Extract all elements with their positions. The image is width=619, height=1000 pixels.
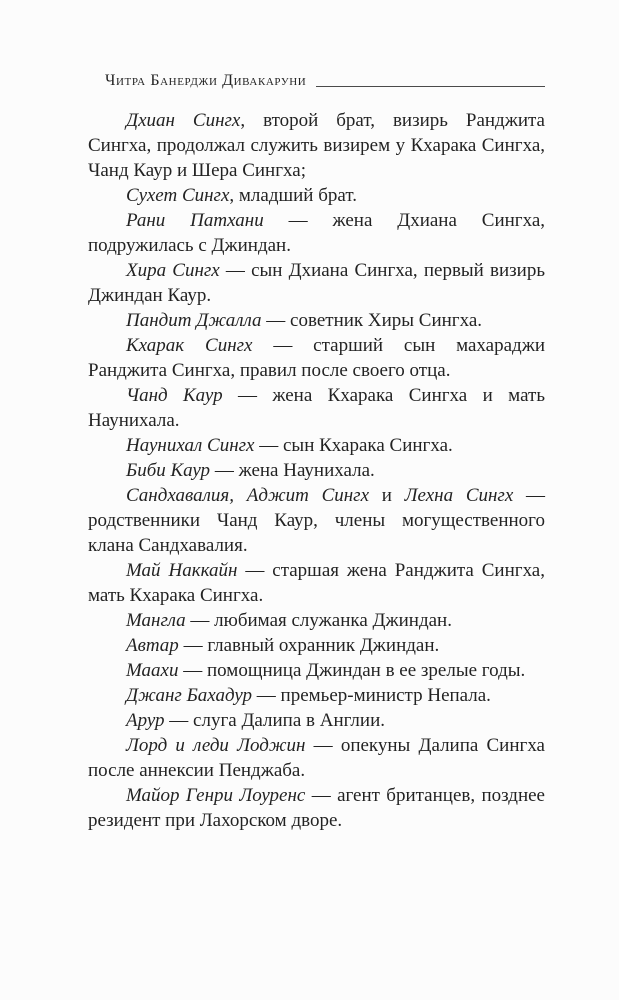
character-entry — [88, 658, 545, 683]
character-entry — [88, 108, 545, 183]
character-description: , младший брат. — [229, 185, 357, 206]
character-name: Биби Каур — [126, 460, 211, 481]
character-name: Арур — [126, 710, 165, 731]
character-list — [88, 108, 545, 833]
character-entry — [88, 433, 545, 458]
character-entry — [88, 458, 545, 483]
character-entry — [88, 783, 545, 833]
character-name: Мангла — [126, 610, 186, 631]
character-name: Лорд и леди Лоджин — [126, 735, 306, 756]
character-name: Сандхавалия, Аджит Сингх — [126, 485, 370, 506]
character-description: и — [369, 485, 405, 506]
character-description: — слуга Далипа в Англии. — [164, 710, 386, 731]
character-name: Чанд Каур — [126, 385, 223, 406]
character-entry — [88, 258, 545, 308]
character-entry — [88, 633, 545, 658]
character-name: Автар — [126, 635, 179, 656]
character-entry — [88, 483, 545, 558]
character-name: Рани Патхани — [126, 210, 264, 231]
character-description: , второй брат, визирь Ранджита Сингха, продолжал служить визирем у Кхарака Сингха, Чанд Каур и Шера Сингха; — [88, 110, 545, 181]
character-entry — [88, 383, 545, 433]
character-entry — [88, 308, 545, 333]
character-description: — премьер-министр Непала. — [252, 685, 491, 706]
character-name: Дхиан Сингх — [126, 110, 241, 131]
character-name: Кхарак Сингх — [126, 335, 253, 356]
character-description: — опекуны Далипа Сингха после аннексии Пенджаба. — [88, 735, 545, 781]
character-entry — [88, 208, 545, 258]
character-description: — старший сын махараджи Ранджита Сингха, правил после своего отца. — [88, 335, 545, 381]
character-name: Пандит Джалла — [126, 310, 262, 331]
character-description: — жена Наунихала. — [210, 460, 375, 481]
header-rule — [316, 86, 545, 87]
character-description: — главный охранник Джиндан. — [178, 635, 440, 656]
character-description: — советник Хиры Сингха. — [261, 310, 483, 331]
character-entry — [88, 608, 545, 633]
character-description: — любимая служанка Джиндан. — [185, 610, 452, 631]
character-name: Майор Генри Лоуренс — [126, 785, 306, 806]
author-name: Читра Банерджи Дивакаруни — [105, 72, 307, 89]
character-description: — сын Кхарака Сингха. — [254, 435, 453, 456]
character-name: Май Наккайн — [126, 560, 238, 581]
character-name: Хира Сингх — [126, 260, 220, 281]
character-description: — агент британцев, позднее резидент при Лахорском дворе. — [88, 785, 545, 831]
character-description: — жена Кхарака Сингха и мать Наунихала. — [88, 385, 545, 431]
character-name: Джанг Бахадур — [126, 685, 253, 706]
character-description: — родственники Чанд Каур, члены могущественного клана Сандхавалия. — [88, 485, 545, 556]
character-entry — [88, 708, 545, 733]
character-description: — старшая жена Ранджита Сингха, мать Кхарака Сингха. — [88, 560, 545, 606]
character-entry — [88, 558, 545, 608]
character-entry — [88, 733, 545, 783]
character-entry — [88, 333, 545, 383]
character-description: — помощница Джиндан в ее зрелые годы. — [178, 660, 526, 681]
character-entry — [88, 183, 545, 208]
character-entry — [88, 683, 545, 708]
character-name: Сухет Сингх — [126, 185, 230, 206]
character-name: Лехна Сингх — [404, 485, 514, 506]
character-name: Маахи — [126, 660, 179, 681]
running-head — [105, 72, 545, 90]
character-description: — сын Дхиана Сингха, первый визирь Джиндан Каур. — [88, 260, 545, 306]
character-name: Наунихал Сингх — [126, 435, 255, 456]
character-description: — жена Дхиана Сингха, подружилась с Джиндан. — [88, 210, 546, 256]
